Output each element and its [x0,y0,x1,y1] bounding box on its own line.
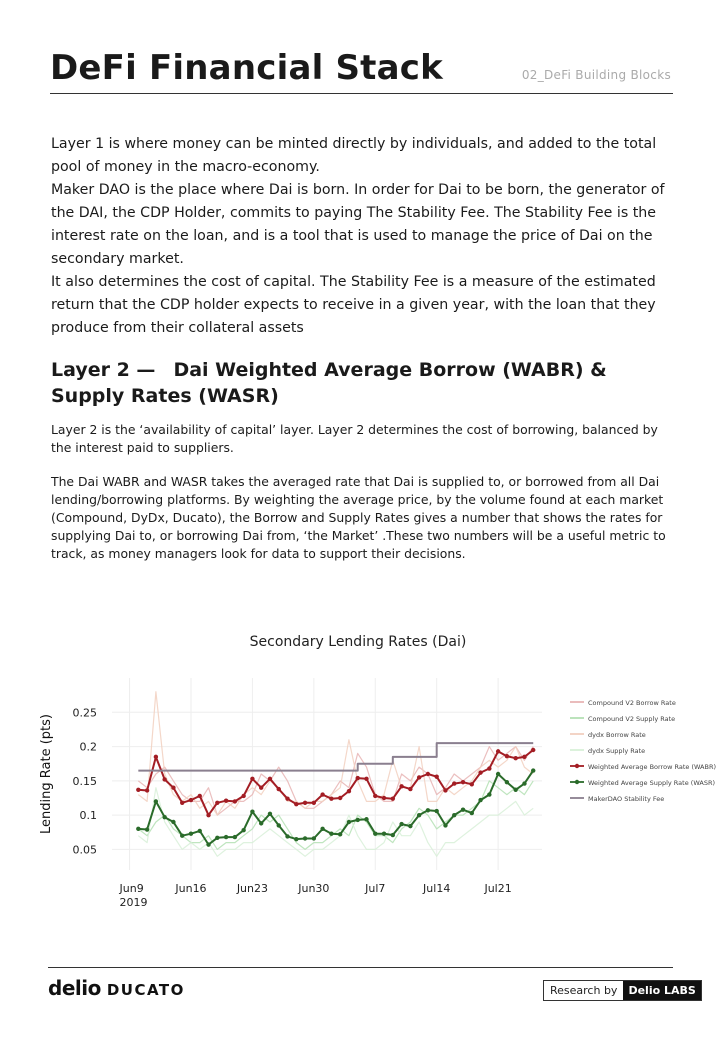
series-point-4 [233,799,237,803]
series-point-4 [513,756,517,760]
legend-label: Weighted Average Supply Rate (WASR) [588,779,716,787]
series-point-5 [531,768,535,772]
series-point-4 [399,784,403,788]
series-point-5 [224,835,228,839]
page-subtitle: 02_DeFi Building Blocks [521,68,671,82]
series-point-4 [294,802,298,806]
series-point-4 [373,794,377,798]
y-tick-label: 0.25 [72,706,97,720]
legend-label: Compound V2 Supply Rate [588,715,676,723]
series-point-5 [478,798,482,802]
series-point-4 [461,780,465,784]
series-point-5 [294,837,298,841]
series-point-5 [356,818,360,822]
series-point-5 [399,822,403,826]
series-point-4 [215,801,219,805]
section-paragraph-2: The Dai WABR and WASR takes the averaged rate that Dai is supplied to, or borrowed from all Dai lending/borrowing platforms. By weighting the average price, by the volume found at each market (Compound, DyDx, Ducato), the Borrow and Supply Rates gives a number that shows the rates for supplying Dai to, or borrowing Dai from, ‘the Market’ .These two numbers will be a useful metric to track, as money managers look for data to support their decisions. [51,474,666,561]
series-point-4 [189,798,193,802]
series-point-4 [434,775,438,779]
series-point-4 [312,801,316,805]
series-point-5 [259,821,263,825]
series-point-5 [162,815,166,819]
series-point-4 [277,787,281,791]
series-point-5 [417,813,421,817]
legend-label: Weighted Average Borrow Rate (WABR) [588,763,717,771]
legend-label: dydx Supply Rate [588,747,646,755]
series-point-5 [154,799,158,803]
intro-paragraph: Layer 1 is where money can be minted directly by individuals, and added to the total pool of money in the macro-economy. [51,136,657,175]
series-point-5 [470,811,474,815]
series-point-4 [224,799,228,803]
series-point-5 [136,827,140,831]
series-point-5 [513,788,517,792]
series-point-4 [206,813,210,817]
series-point-4 [382,796,386,800]
series-point-4 [408,787,412,791]
series-point-4 [426,772,430,776]
y-axis-label: Lending Rate (pts) [39,714,54,834]
series-point-4 [452,781,456,785]
y-tick-label: 0.1 [79,809,97,823]
series-point-5 [206,842,210,846]
series-point-4 [198,794,202,798]
series-point-4 [250,777,254,781]
series-point-5 [171,820,175,824]
series-point-5 [285,834,289,838]
series-point-5 [145,827,149,831]
series-point-4 [285,796,289,800]
series-point-5 [373,831,377,835]
series-point-4 [505,754,509,758]
series-point-5 [443,823,447,827]
series-point-5 [215,836,219,840]
legend-label: MakerDAO Stability Fee [588,795,665,803]
y-tick-label: 0.2 [79,740,97,754]
series-point-4 [259,786,263,790]
series-point-5 [277,823,281,827]
series-point-4 [487,766,491,770]
series-point-5 [180,834,184,838]
series-point-4 [268,777,272,781]
delio-labs-label: Delio LABS [623,981,700,1000]
series-point-5 [320,827,324,831]
page-title: DeFi Financial Stack [50,48,443,88]
series-point-4 [338,796,342,800]
section-heading-prefix: Layer 2 — [51,359,156,381]
legend-marker [575,780,579,784]
footer-divider [48,967,673,968]
lending-rates-chart [30,620,717,909]
intro-paragraph: Maker DAO is the place where Dai is born. In order for Dai to be born, the generator of the DAI, the CDP Holder, commits to paying The Stability Fee. The Stability Fee is the interest rate on the loan, and is a tool that is used to manage the price of Dai on the secondary market. [51,182,665,267]
series-point-5 [329,831,333,835]
y-tick-label: 0.15 [72,774,97,788]
series-point-4 [417,775,421,779]
series-point-5 [250,810,254,814]
y-tick-label: 0.05 [72,843,97,857]
series-line-6 [138,743,533,770]
series-point-5 [189,831,193,835]
series-point-4 [364,777,368,781]
x-tick-label: Jul21 [484,882,512,895]
intro-paragraph: It also determines the cost of capital. The Stability Fee is a measure of the estimated return that the CDP holder expects to receive in a given year, with the loan that they produce from their collateral assets [51,274,656,336]
logo-main: delio [48,976,101,1000]
logo-secondary: DUCATO [106,981,185,999]
series-point-5 [198,829,202,833]
series-point-4 [145,788,149,792]
series-point-4 [162,777,166,781]
legend-label: dydx Borrow Rate [588,731,646,739]
series-point-4 [320,792,324,796]
series-point-5 [364,817,368,821]
x-tick-label: Jun16 [175,882,207,895]
research-by-label: Research by [544,981,623,1000]
legend-marker [575,764,579,768]
series-point-4 [443,788,447,792]
series-point-5 [268,812,272,816]
series-point-5 [347,820,351,824]
series-point-5 [426,808,430,812]
x-tick-label: Jun9 [119,882,144,895]
series-point-5 [241,828,245,832]
series-point-5 [461,807,465,811]
series-point-4 [329,796,333,800]
page-header [50,48,673,94]
delio-ducato-logo [48,976,185,1000]
series-point-4 [241,794,245,798]
series-point-5 [452,813,456,817]
chart-title: Secondary Lending Rates (Dai) [249,634,467,650]
series-point-4 [356,776,360,780]
x-tick-label: Jul14 [423,882,451,895]
x-tick-label: Jun23 [236,882,269,895]
series-point-4 [522,755,526,759]
series-point-5 [391,833,395,837]
series-point-4 [531,748,535,752]
x-tick-label: Jul7 [365,882,386,895]
series-point-5 [505,780,509,784]
x-tick-label: 2019 [119,896,148,909]
section-heading-main: Dai Weighted Average Borrow (WABR) & Supply Rates (WASR) [51,359,607,407]
series-point-4 [470,782,474,786]
series-point-5 [487,792,491,796]
series-point-5 [233,835,237,839]
series-point-4 [347,789,351,793]
series-point-5 [312,836,316,840]
series-point-4 [136,788,140,792]
series-point-4 [171,786,175,790]
series-point-4 [496,749,500,753]
intro-text [51,133,671,340]
series-point-4 [154,755,158,759]
series-point-5 [496,772,500,776]
series-point-5 [382,831,386,835]
chart-svg [30,620,717,909]
series-point-5 [434,809,438,813]
legend-label: Compound V2 Borrow Rate [588,699,676,707]
series-point-4 [391,796,395,800]
section-heading [51,357,671,409]
series-point-4 [478,770,482,774]
x-tick-label: Jun30 [298,882,330,895]
section-paragraph-1: Layer 2 is the ‘availability of capital’ layer. Layer 2 determines the cost of borrowing, balanced by the interest paid to suppliers. [51,422,658,455]
series-point-4 [303,801,307,805]
series-point-5 [408,824,412,828]
series-point-5 [338,832,342,836]
series-point-4 [180,801,184,805]
series-point-5 [522,781,526,785]
research-badge [543,980,702,1001]
series-point-5 [303,836,307,840]
